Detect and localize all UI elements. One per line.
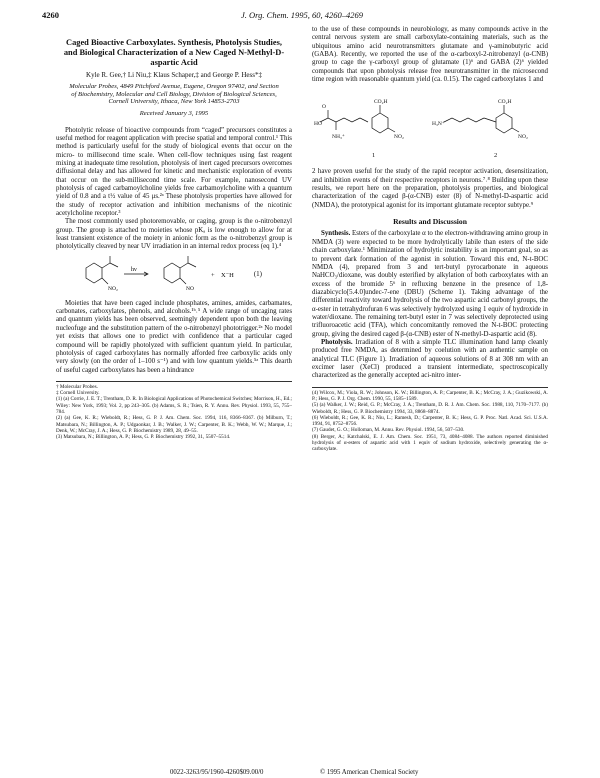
photolysis-heading: Photolysis. xyxy=(321,338,353,346)
running-header xyxy=(42,10,562,24)
left-column xyxy=(56,38,292,441)
right-references xyxy=(312,387,548,453)
footnote: ‡ Cornell University. xyxy=(56,390,100,397)
equation-1-scheme xyxy=(56,254,292,296)
copyright: © 1995 American Chemical Society xyxy=(320,769,419,776)
author-list: Kyle R. Gee,† Li Niu,‡ Klaus Schaper,‡ and George P. Hess*‡ xyxy=(86,71,262,80)
svg-text:NO₂: NO₂ xyxy=(108,285,118,292)
svg-text:CO₂H: CO₂H xyxy=(374,99,388,106)
svg-text:NO: NO xyxy=(186,285,194,292)
paragraph-intro: Photolytic release of bioactive compounds from “caged” precursors constitutes a useful method for reagent application with precise spatial and temporal control.¹ This method is particularly useful for the study of biological events that occur on the micro- to millisecond time scale. When cell-flow techniques using fast reagent mixing at inadequate time resolution, photolysis of inert caged precursors overcomes diffusional delay and has allowed for kinetic and mechanistic exploration of events that occur on the sub-millisecond time scale. For example, nanosecond UV photolysis of caged carbamoylcholine yields free carbamoylcholine with a quantum yield of 0.8 and a t½ value of 45 μs.²ᵃ These photolysis properties have allowed for the study of receptor activation and inhibition mechanisms of the nicotinic acetylcholine receptor.³ xyxy=(56,126,292,218)
paragraph-synthesis xyxy=(312,230,548,338)
article-code: 0022-3263/95/1960-4260$09.00/0 xyxy=(170,769,264,776)
synthesis-heading: Synthesis. xyxy=(321,230,351,238)
compound-label: 1 xyxy=(372,152,376,160)
left-footnotes xyxy=(56,381,292,441)
footnote: (2) (a) Gee, K. R.; Wieboldt, R.; Hess, G. P. J. Am. Chem. Soc. 1994, 116, 8366–8367. (b) Milburn, T.; Matsubara, N.; Billington, A. P.; Udgaonkar, J. B.; Walker, J. W.; Carpenter, B. K.; Webb, W. W.; Marque, J.; Denk, W.; McCray, J. A.; Hess, G. P. Biochemistry 1989, 28, 49–55. xyxy=(56,415,292,434)
reference: (5) (a) Walker, J. W.; Reid, G. P.; McCray, J. A.; Trentham, D. R. J. Am. Chem. Soc. 1988, 110, 7170–7177. (b) Wieboldt, R.; Hess, G. P. Biochemistry 1994, 33, 8868–8874. xyxy=(312,402,548,415)
paragraph-caging: The most commonly used photoremovable, or caging, group is the o-nitrobenzyl group. The group is attached to moieties whose pKₐ is low enough to allow for at least transient existence of the moiety in anionic form as the o-nitrobenzyl group is photolytically cleaved by near UV irradiation in an internal redox process (eq 1).⁴ xyxy=(56,218,292,251)
synthesis-text: Esters of the carboxylate α to the electron-withdrawing amino group in NMDA (3) were expected to be more hydrolytically labile than esters of the side chain carboxylate.¹ Minimization of hydrolytic instability is an important goal, so as to prevent dark formation of the agonist in solution. Toward this end, N-t-BOC NMDA (4), prepared from 3 and tert-butyl pyrocarbonate in aqueous NaHCO₃/dioxane, was doubly esterified by alkylation of both carboxylates with an excess of the bromide 5⁶ in refluxing benzene in the presence of 1,8-diazabicyclo[5.4.0]undec-7-ene (DBU) (Scheme 1). Taking advantage of the differential reactivity toward hydrolysis of the two aspartic acid carbonyl groups, the α-ester in tetrahydrofuran 6 was selectively hydrolyzed using 1 equiv of hydroxide in water/dioxane. The remaining tert-butyl ester in 7 was selectively deprotected using trifluoroacetic acid (TFA), which concomitantly removed the N-t-BOC protecting group, giving the desired caged β-(α-CNB) ester of N-methyl-D-aspartic acid (8). xyxy=(312,230,548,338)
svg-text:X⁻H: X⁻H xyxy=(221,271,234,279)
reference: (7) Gaudet, G. O.; Holloman, M. Annu. Rev. Physiol. 1994, 56, 507–530. xyxy=(312,427,465,434)
paragraph-caged-moieties: Moieties that have been caged include phosphates, amines, amides, carbamates, carbonates, carboxylates, phenols, and alcohols.¹ᵇ˒⁵ A wide range of uncaging rates and quantum yields has been observed, seemingly dependent upon both the leaving nucleofuge and the substitution pattern of the o-nitrobenzyl phototrigger.²ᵃ No model yet exists that allows one to predict with confidence that a particular caged compound will be rapidly photolyzed with sufficient quantum yield. In particular, photolysis of caged carboxylates has normally afforded free carboxylic acids only very slowly (on the order of 1–100 s⁻¹) and with low quantum yields.⁵ᵃ This dearth of useful caged carboxylates has been a hindrance xyxy=(56,299,292,374)
svg-text:CO₂H: CO₂H xyxy=(498,99,512,106)
svg-text:O: O xyxy=(322,104,326,111)
caged-compounds-figure xyxy=(312,88,548,164)
paragraph-photolysis xyxy=(312,339,548,381)
article-title: Caged Bioactive Carboxylates. Synthesis, Photolysis Studies, and Biological Characterization of a New Caged N-Methyl-D-aspartic Acid xyxy=(63,38,285,67)
svg-text:HO: HO xyxy=(314,121,322,128)
footnote: (1) (a) Corrie, J. E. T.; Trentham, D. R. In Biological Applications of Photochemical Switches; Morrison, H., Ed.; Wiley: New York, 1993; Vol. 2, pp 243–305. (b) Adams, S. R.; Tsien, R. Y. Annu. Rev. Physiol. 1993, 55, 755–784. xyxy=(56,396,292,416)
hv-label: hν xyxy=(131,266,137,273)
right-column xyxy=(312,26,548,453)
structures-1-2-drawing xyxy=(312,88,548,158)
svg-text:NH₃⁺: NH₃⁺ xyxy=(332,134,345,141)
journal-citation: J. Org. Chem. 1995, 60, 4260–4269 xyxy=(241,10,363,20)
photolysis-text: Irradiation of 8 with a simple TLC illumination hand lamp cleanly produced free NMDA, as determined by coelution with an authentic sample on analytical TLC (Figure 1). Irradiation of aqueous solutions of 8 at 308 nm with an excimer laser (XeCl) produced a transient intermediate, spectroscopically characterized as the generally accepted aci-nitro inter- xyxy=(312,338,548,380)
paragraph-continued: to the use of these compounds in neurobiology, as many compounds active in the central nervous system are small carboxylate-containing materials, such as the ubiquitous amino acid neurotransmitters glutamate and γ-aminobutyric acid (GABA). Recently, we reported the use of the α-carboxyl-2-nitrobenzyl (α-CNB) group to cage the γ-carboxyl group of glutamate (1)⁶ and GABA (2)⁶ yielded compounds that upon photolysis release free neurotransmitter in the microsecond time region with reasonable quantum yield (ca. 0.15). The caged carboxylates 1 and xyxy=(312,26,548,84)
svg-text:H₃N⁺: H₃N⁺ xyxy=(432,121,445,128)
svg-text:NO₂: NO₂ xyxy=(518,134,528,141)
equation-number: (1) xyxy=(253,269,262,278)
reference: (8) Berger, A.; Katchalski, E. J. Am. Chem. Soc. 1951, 73, 4084–4088. The authors reported diminished hydrolysis of α-esters of aspartic acid with 1 equiv of sodium hydroxide, selectively generating the α-carboxylate. xyxy=(312,433,548,453)
compound-label: 2 xyxy=(494,152,498,160)
paragraph-building: 2 have proven useful for the study of the rapid receptor activation, desensitization, and inhibition events of their respective receptors in neurons.⁷˒⁸ Building upon these results, we report here on the preparation, photolysis properties, and biological characterization of the caged β-(α-CNB) ester (8) of N-methyl-D-aspartic acid (NMDA), the prototypical agonist for its important glutamate receptor subtype.⁹ xyxy=(312,168,548,209)
received-date: Received January 3, 1995 xyxy=(139,110,209,118)
affiliation: Molecular Probes, 4849 Pitchford Avenue, Eugene, Oregon 97402, and Section of Biochemistry, Molecular and Cell Biology, Division of Biological Sciences, Cornell University, Ithaca, New York 14853-2703 xyxy=(69,82,279,106)
footnote: (3) Matsubara, N.; Billington, A. P.; Hess, G. P. Biochemistry 1992, 31, 5507–5514. xyxy=(56,434,231,441)
svg-text:NO₂: NO₂ xyxy=(394,134,404,141)
page-number: 4260 xyxy=(42,10,59,20)
section-heading: Results and Discussion xyxy=(393,217,467,227)
svg-text:+: + xyxy=(211,271,215,279)
reference: (4) Wilcox, M.; Viola, R. W.; Johnson, K. W.; Billington, A. P.; Carpenter, B. K.; McCray, J. A.; Guzikowski, A. P.; Hess, G. P. J. Org. Chem. 1990, 55, 1585–1589. xyxy=(312,389,548,402)
reference: (6) Wieboldt, R.; Gee, K. R.; Niu, L.; Ramesh, D.; Carpenter, B. K.; Hess, G. P. Proc. Natl. Acad. Sci. U.S.A. 1994, 91, 8752–8756. xyxy=(312,414,548,428)
footnote: † Molecular Probes. xyxy=(56,383,98,390)
